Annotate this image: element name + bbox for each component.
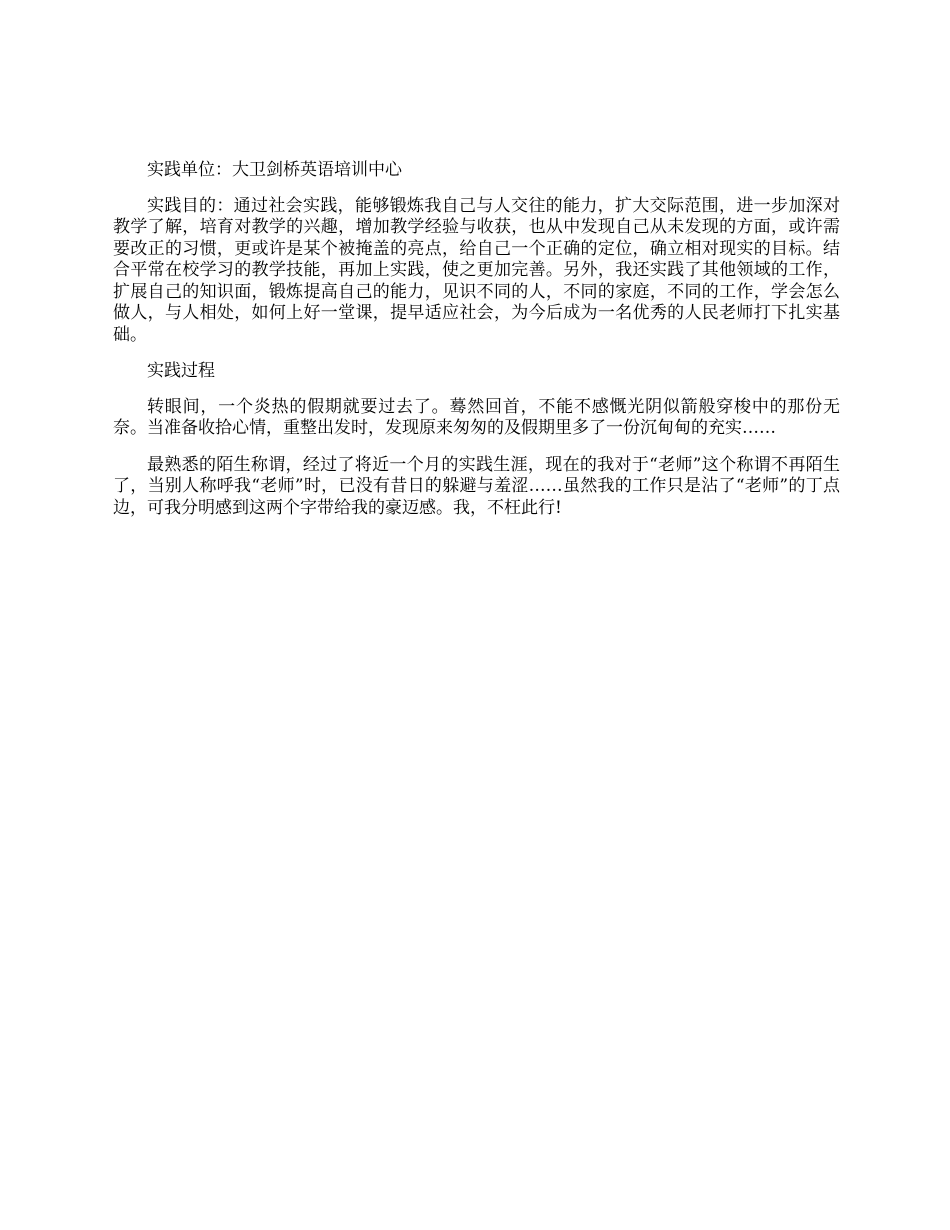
teacher-title-paragraph: 最熟悉的陌生称谓，经过了将近一个月的实践生涯，现在的我对于“老师”这个称谓不再陌生了，当别人称呼我“老师”时，已没有昔日的躲避与羞涩……虽然我的工作只是沾了“老师”的丁点边，可我分明感到这两个字带给我的豪迈感。我，不枉此行! [113, 454, 840, 518]
practice-purpose-paragraph: 实践目的：通过社会实践，能够锻炼我自己与人交往的能力，扩大交际范围，进一步加深对教学了解，培育对教学的兴趣，增加教学经验与收获，也从中发现自己从未发现的方面，或许需要改正的习惯，更或许是某个被掩盖的亮点，给自己一个正确的定位，确立相对现实的目标。结合平常在校学习的教学技能，再加上实践，使之更加完善。另外，我还实践了其他领域的工作，扩展自己的知识面，锻炼提高自己的能力，见识不同的人，不同的家庭，不同的工作，学会怎么做人，与人相处，如何上好一堂课，提早适应社会，为今后成为一名优秀的人民老师打下扎实基础。 [113, 195, 840, 345]
holiday-reflection-paragraph: 转眼间，一个炎热的假期就要过去了。蓦然回首，不能不感慨光阴似箭般穿梭中的那份无奈。当准备收拾心情，重整出发时，发现原来匆匆的及假期里多了一份沉甸甸的充实…… [113, 396, 840, 438]
practice-unit-paragraph: 实践单位：大卫剑桥英语培训中心 [147, 160, 402, 180]
document-page [113, 160, 840, 534]
practice-process-heading: 实践过程 [147, 361, 215, 381]
